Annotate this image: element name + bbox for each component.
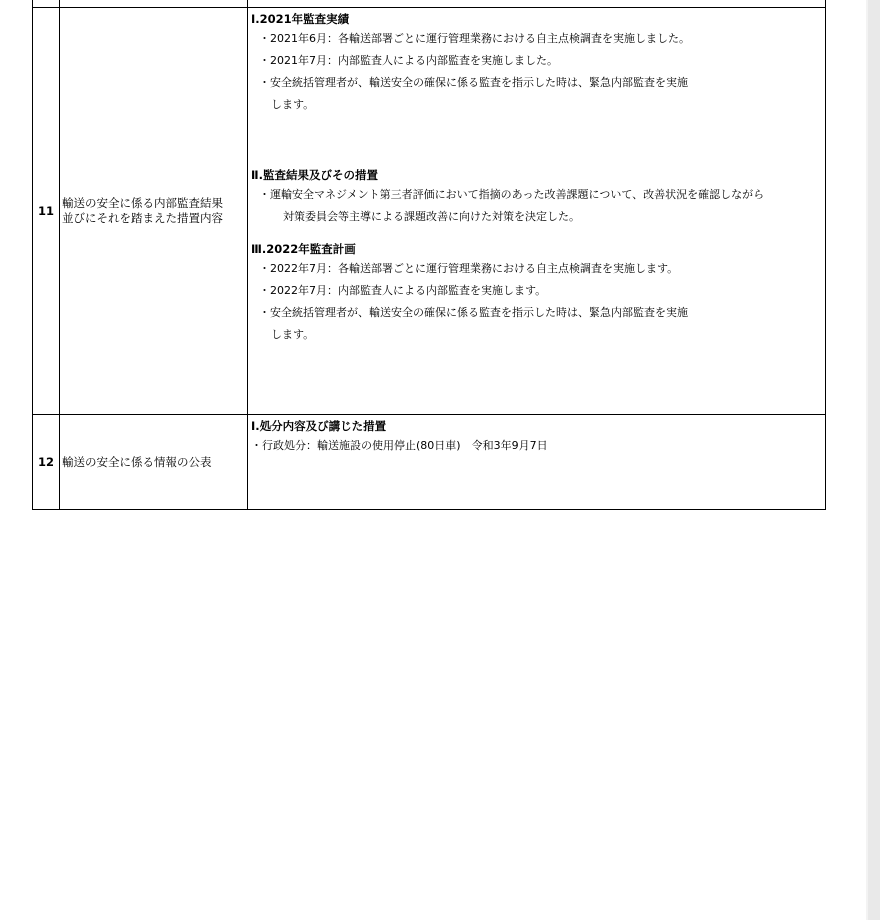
bullet-line: ・2021年6月：各輸送部署ごとに運行管理業務における自主点検調査を実施しました。	[259, 32, 690, 45]
spacer	[251, 228, 817, 240]
bullet-line: ・運輸安全マネジメント第三者評価において指摘のあった改善課題について、改善状況を確認しながら	[259, 188, 765, 201]
bullet-line: ・2022年7月：内部監査人による内部監査を実施します。	[259, 284, 547, 297]
section-heading: Ⅱ.監査結果及びその措置	[251, 168, 378, 182]
table-row-12	[33, 415, 826, 510]
bullet-line: ・安全統括管理者が、輸送安全の確保に係る監査を指示した時は、緊急内部監査を実施	[259, 306, 688, 319]
item-name: 輸送の安全に係る内部監査結果 並びにそれを踏まえた措置内容	[60, 8, 248, 415]
item-cell	[60, 0, 248, 8]
bullet-line: ・2022年7月：各輸送部署ごとに運行管理業務における自主点検調査を実施します。	[259, 262, 679, 275]
content-cell	[248, 8, 826, 415]
row-number: 11	[33, 8, 60, 415]
bullet-line-continued: します。	[271, 98, 315, 111]
row-number-cell	[33, 0, 60, 8]
bullet-line: ・2021年7月：内部監査人による内部監査を実施しました。	[259, 54, 558, 67]
section-heading: Ⅰ.処分内容及び講じた措置	[251, 419, 387, 433]
row-number: 12	[33, 415, 60, 510]
bullet-line-continued: します。	[271, 328, 315, 341]
content-cell	[248, 415, 826, 510]
section-heading: Ⅲ.2022年監査計画	[251, 242, 356, 256]
bullet-line-continued: 対策委員会等主導による課題改善に向けた対策を決定した。	[283, 210, 580, 223]
table-row-previous	[33, 0, 826, 8]
item-name: 輸送の安全に係る情報の公表	[60, 415, 248, 510]
bullet-line: ・安全統括管理者が、輸送安全の確保に係る監査を指示した時は、緊急内部監査を実施	[259, 76, 688, 89]
spacer	[251, 116, 817, 166]
section-heading: Ⅰ.2021年監査実績	[251, 12, 350, 26]
table-row-11	[33, 8, 826, 415]
vertical-scrollbar[interactable]	[868, 0, 880, 920]
bullet-line: ・行政処分：輸送施設の使用停止(80日車) 令和3年9月7日	[251, 439, 548, 452]
safety-info-table	[32, 0, 826, 510]
content-cell	[248, 0, 826, 8]
